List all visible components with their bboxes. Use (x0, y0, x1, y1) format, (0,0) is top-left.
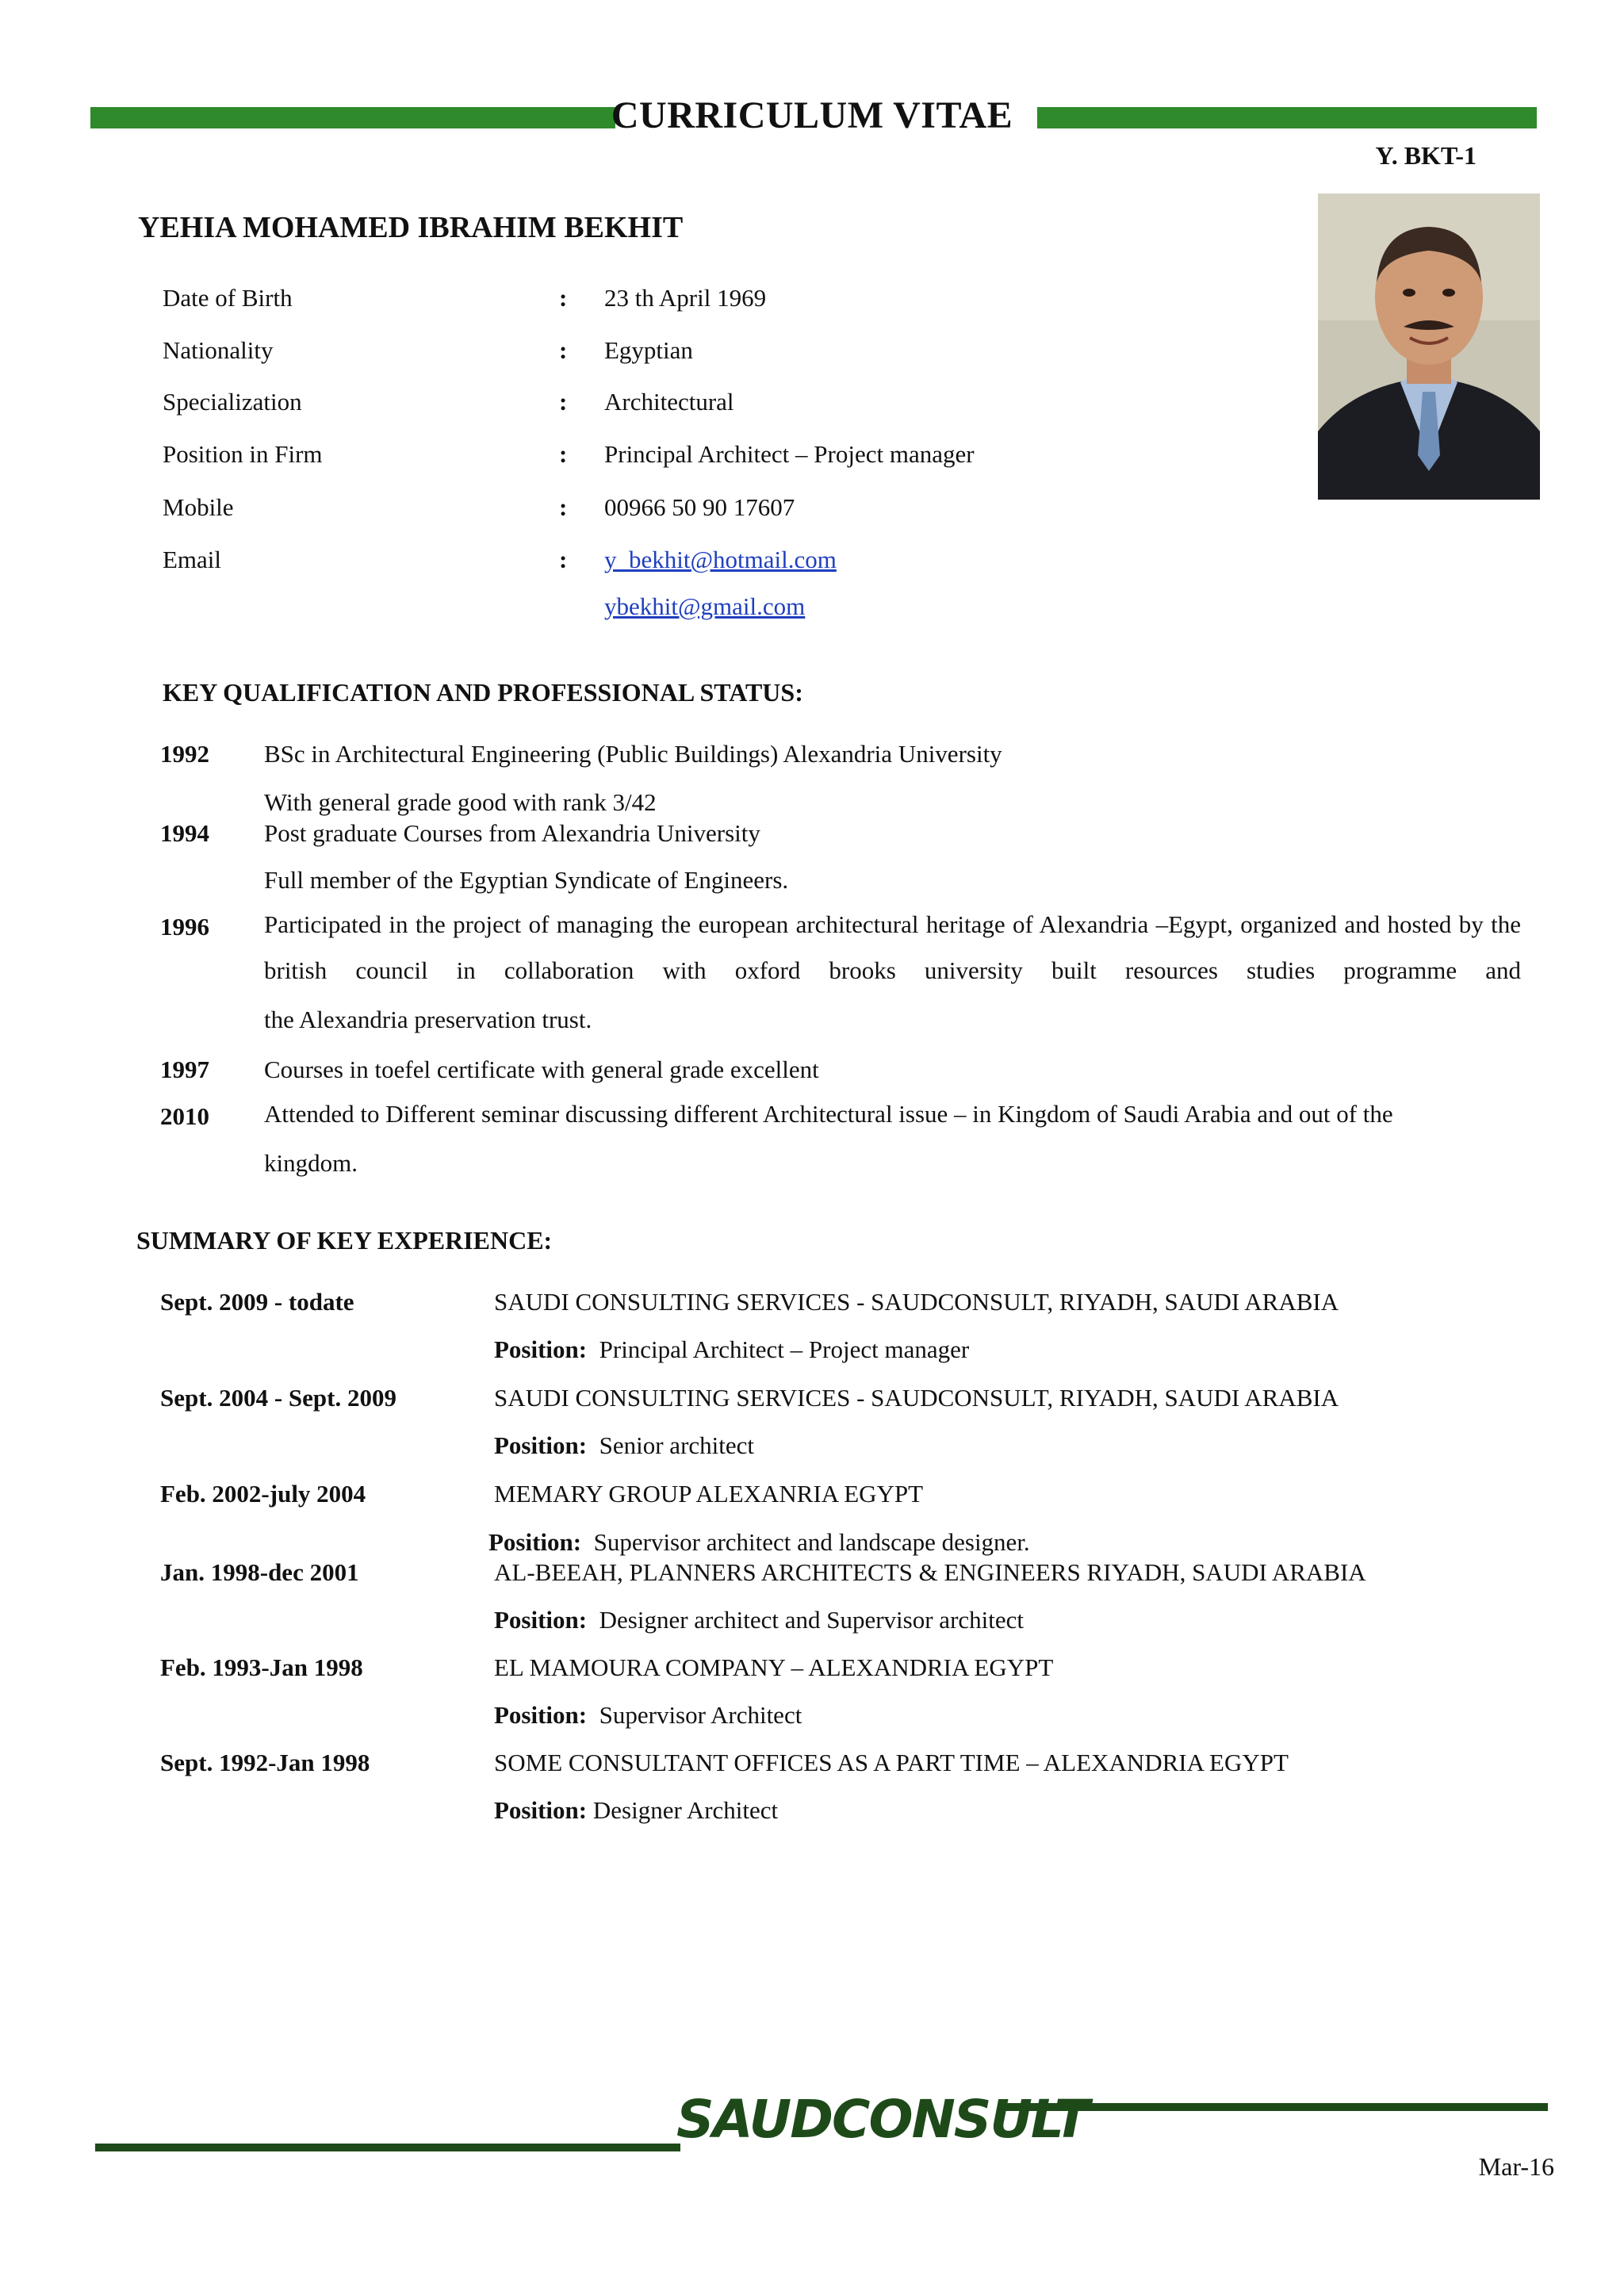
specialization-label: Specialization (163, 388, 302, 416)
position-label: Position: (488, 1528, 582, 1556)
experience-position (494, 1431, 754, 1460)
email-colon: : (559, 546, 568, 573)
mobile-value: 00966 50 90 17607 (604, 493, 795, 521)
position-value: Supervisor Architect (599, 1701, 802, 1729)
qualification-line: Full member of the Egyptian Syndicate of Engineers. (264, 866, 789, 894)
specialization-value: Architectural (604, 388, 734, 416)
experience-company: AL-BEEAH, PLANNERS ARCHITECTS & ENGINEERS RIYADH, SAUDI ARABIA (494, 1558, 1366, 1586)
qualification-year: 1994 (160, 819, 209, 847)
experience-company: SAUDI CONSULTING SERVICES - SAUDCONSULT, RIYADH, SAUDI ARABIA (494, 1288, 1339, 1316)
position-value: Principal Architect – Project manager (604, 440, 975, 468)
experience-date: Feb. 1993-Jan 1998 (160, 1653, 363, 1681)
position-colon: : (559, 440, 568, 468)
experience-date: Sept. 1992-Jan 1998 (160, 1749, 370, 1776)
experience-position (494, 1796, 778, 1825)
qualification-paragraph: Participated in the project of managing the european architectural heritage of Alexandria –Egypt, organized and hosted by the british council in collaboration with oxford brooks university built resources studies programme and (264, 910, 1521, 984)
qualification-line: BSc in Architectural Engineering (Public Buildings) Alexandria University (264, 740, 1002, 768)
experience-company: SAUDI CONSULTING SERVICES - SAUDCONSULT, RIYADH, SAUDI ARABIA (494, 1384, 1339, 1412)
qualification-year: 1997 (160, 1056, 209, 1083)
experience-date: Sept. 2009 - todate (160, 1288, 354, 1316)
specialization-colon: : (559, 388, 568, 416)
nationality-value: Egyptian (604, 336, 693, 364)
qualifications-heading: KEY QUALIFICATION AND PROFESSIONAL STATUS: (163, 678, 803, 707)
qualification-year: 1996 (160, 913, 209, 941)
qualification-year: 2010 (160, 1102, 209, 1130)
position-label: Position in Firm (163, 440, 323, 468)
dob-colon: : (559, 284, 568, 312)
qualification-line: With general grade good with rank 3/42 (264, 788, 657, 816)
experience-heading: SUMMARY OF KEY EXPERIENCE: (136, 1226, 553, 1255)
footer-date: Mar-16 (1478, 2152, 1554, 2181)
profile-photo (1318, 193, 1540, 500)
experience-date: Feb. 2002-july 2004 (160, 1480, 366, 1508)
mobile-colon: : (559, 493, 568, 521)
email-link-gmail[interactable]: ybekhit@gmail.com (604, 592, 806, 620)
position-label: Position: (494, 1335, 588, 1363)
dob-label: Date of Birth (163, 284, 293, 312)
position-value: Principal Architect – Project manager (599, 1335, 970, 1363)
experience-date: Jan. 1998-dec 2001 (160, 1558, 359, 1586)
experience-position (494, 1606, 1024, 1634)
dob-value: 23 th April 1969 (604, 284, 767, 312)
qualification-line: kingdom. (264, 1149, 358, 1177)
position-value: Designer Architect (592, 1796, 779, 1824)
footer-line-left (95, 2144, 680, 2151)
experience-position (488, 1528, 1030, 1557)
position-label: Position: (494, 1796, 588, 1824)
saudconsult-logo: SAUDCONSULT (676, 2089, 1089, 2150)
position-label: Position: (494, 1701, 588, 1729)
position-value: Supervisor architect and landscape designer. (593, 1528, 1030, 1556)
candidate-name: YEHIA MOHAMED IBRAHIM BEKHIT (138, 211, 684, 244)
reference-code: Y. BKT-1 (1375, 141, 1477, 170)
experience-position (494, 1701, 802, 1730)
email-label: Email (163, 546, 222, 573)
position-value: Designer architect and Supervisor architect (599, 1606, 1025, 1634)
qualification-line: Courses in toefel certificate with general grade excellent (264, 1056, 819, 1083)
nationality-colon: : (559, 336, 568, 364)
qualification-year: 1992 (160, 740, 209, 768)
qualification-line: Post graduate Courses from Alexandria University (264, 819, 760, 847)
email-link-hotmail[interactable]: y_bekhit@hotmail.com (604, 546, 837, 573)
qualification-line: the Alexandria preservation trust. (264, 1006, 592, 1033)
position-label: Position: (494, 1606, 588, 1634)
page-title: CURRICULUM VITAE (611, 94, 1013, 136)
position-label: Position: (494, 1431, 588, 1459)
experience-date: Sept. 2004 - Sept. 2009 (160, 1384, 396, 1412)
position-value: Senior architect (599, 1431, 755, 1459)
nationality-label: Nationality (163, 336, 274, 364)
experience-position (494, 1335, 969, 1364)
experience-company: MEMARY GROUP ALEXANRIA EGYPT (494, 1480, 924, 1508)
experience-company: SOME CONSULTANT OFFICES AS A PART TIME – ALEXANDRIA EGYPT (494, 1749, 1289, 1776)
qualification-paragraph: Attended to Different seminar discussing different Architectural issue – in Kingdom of Saudi Arabia and out of the (264, 1100, 1393, 1128)
mobile-label: Mobile (163, 493, 234, 521)
experience-company: EL MAMOURA COMPANY – ALEXANDRIA EGYPT (494, 1653, 1054, 1681)
